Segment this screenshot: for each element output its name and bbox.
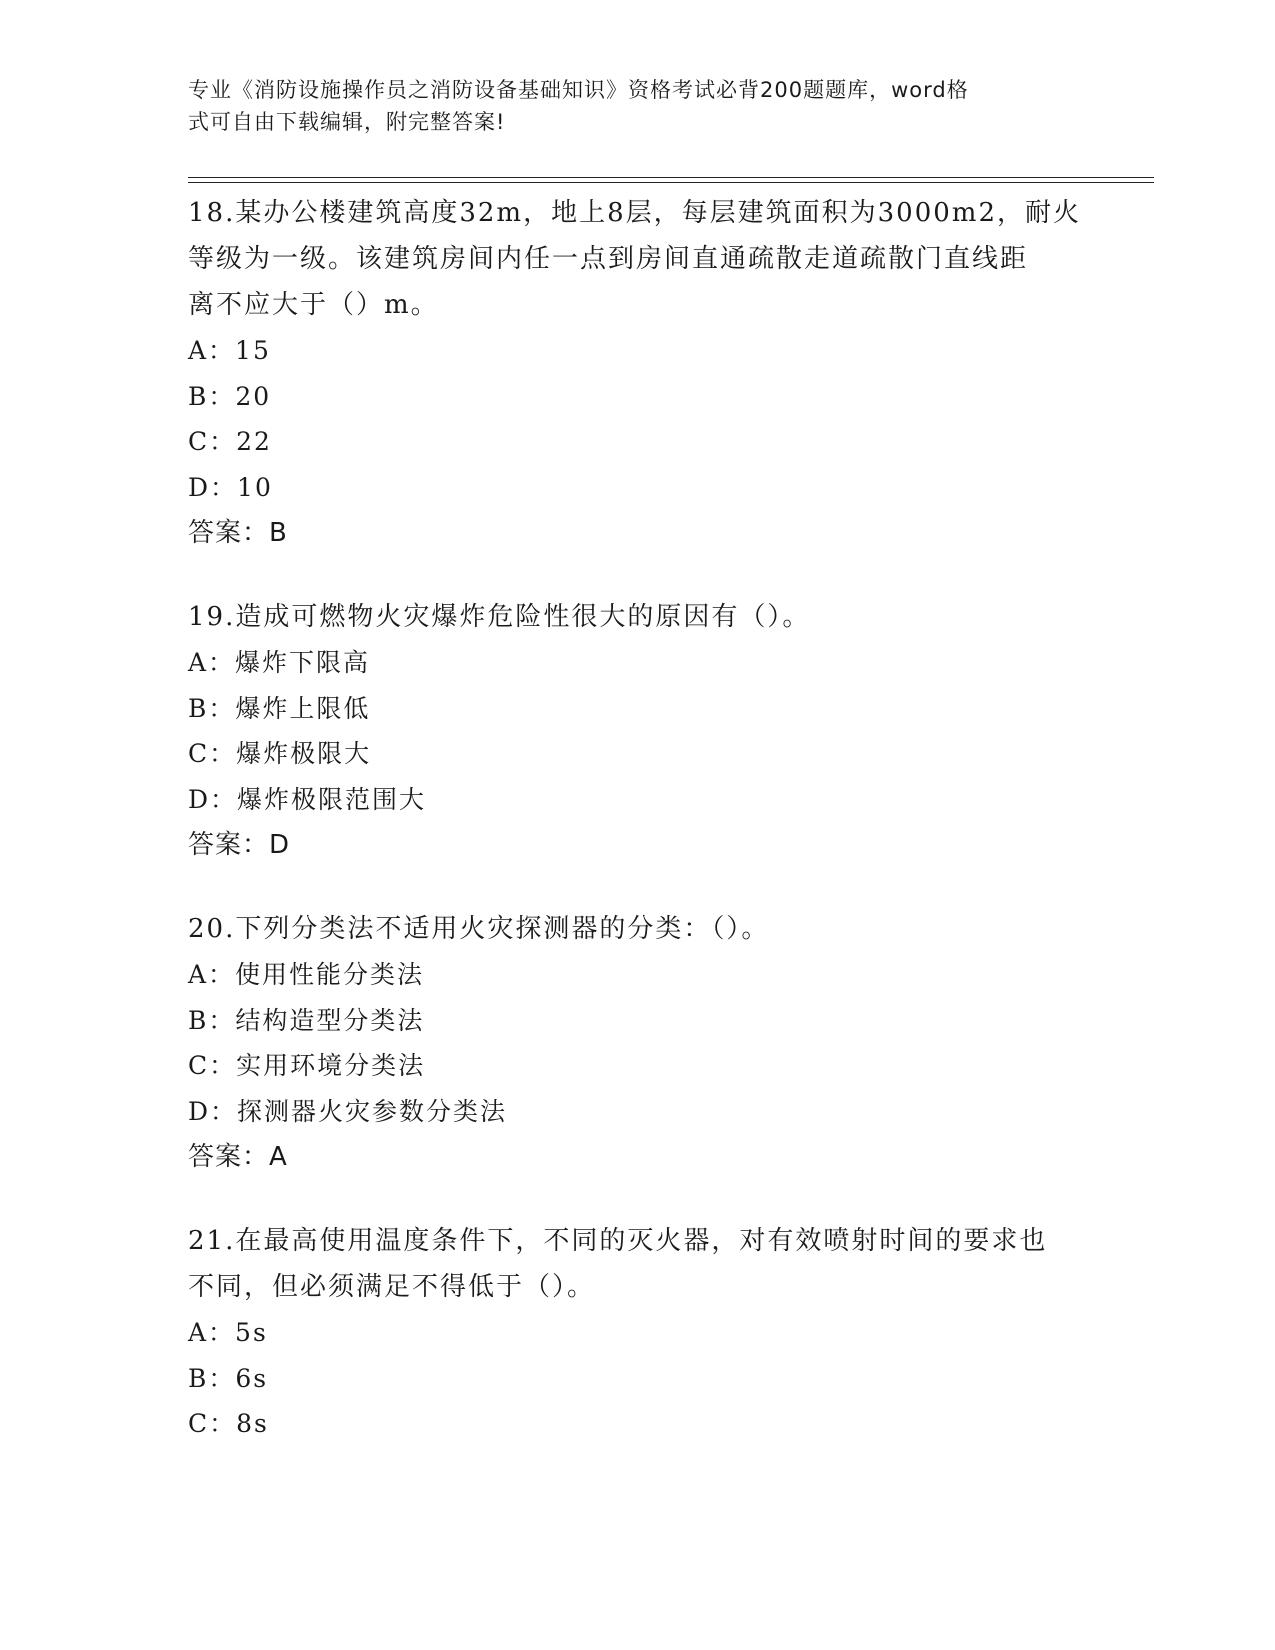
option-a: A：使用性能分类法 [188, 960, 425, 989]
option-b: B：爆炸上限低 [188, 693, 371, 723]
option-c: C：22 [188, 427, 272, 456]
option-c: C：实用环境分类法 [188, 1051, 426, 1080]
option-a: A：爆炸下限高 [188, 648, 371, 677]
question-text [188, 906, 1088, 952]
question-line: 19.造成可燃物火灾爆炸危险性很大的原因有（）。 [188, 602, 811, 632]
question-line: 21.在最高使用温度条件下，不同的灭火器，对有效喷射时间的要求也 [188, 1226, 1048, 1256]
option-c: C：爆炸极限大 [188, 739, 372, 768]
option-d: D：爆炸极限范围大 [188, 784, 427, 814]
document-header [188, 74, 1068, 138]
answer: 答案：D [188, 830, 291, 860]
option-b: B：6s [188, 1363, 269, 1393]
option-c: C：8s [188, 1409, 269, 1438]
question-19 [188, 594, 1088, 868]
question-text [188, 1218, 1088, 1310]
question-line: 不同，但必须满足不得低于（）。 [188, 1272, 596, 1302]
answer: 答案：B [188, 518, 288, 548]
header-divider-top [188, 177, 1154, 178]
question-18 [188, 190, 1088, 556]
option-b: B：20 [188, 381, 272, 411]
option-d: D：探测器火灾参数分类法 [188, 1096, 508, 1126]
question-list [188, 190, 1088, 1485]
question-20 [188, 906, 1088, 1180]
question-21 [188, 1218, 1088, 1447]
question-text [188, 190, 1088, 328]
option-d: D：10 [188, 472, 273, 502]
question-line: 离不应大于（）m。 [188, 290, 439, 320]
header-line-1: 专业《消防设施操作员之消防设备基础知识》资格考试必背200题题库，word格 [188, 78, 969, 102]
answer: 答案：A [188, 1142, 288, 1172]
option-a: A：15 [188, 336, 271, 365]
question-line: 18.某办公楼建筑高度32m，地上8层，每层建筑面积为3000m2，耐火 [188, 198, 1081, 228]
question-text [188, 594, 1088, 640]
header-line-2: 式可自由下载编辑，附完整答案! [188, 110, 506, 134]
question-line: 20.下列分类法不适用火灾探测器的分类：（）。 [188, 914, 770, 944]
header-divider-bottom [188, 182, 1154, 183]
question-line: 等级为一级。该建筑房间内任一点到房间直通疏散走道疏散门直线距 [188, 244, 1029, 274]
option-b: B：结构造型分类法 [188, 1005, 425, 1035]
option-a: A：5s [188, 1318, 268, 1347]
